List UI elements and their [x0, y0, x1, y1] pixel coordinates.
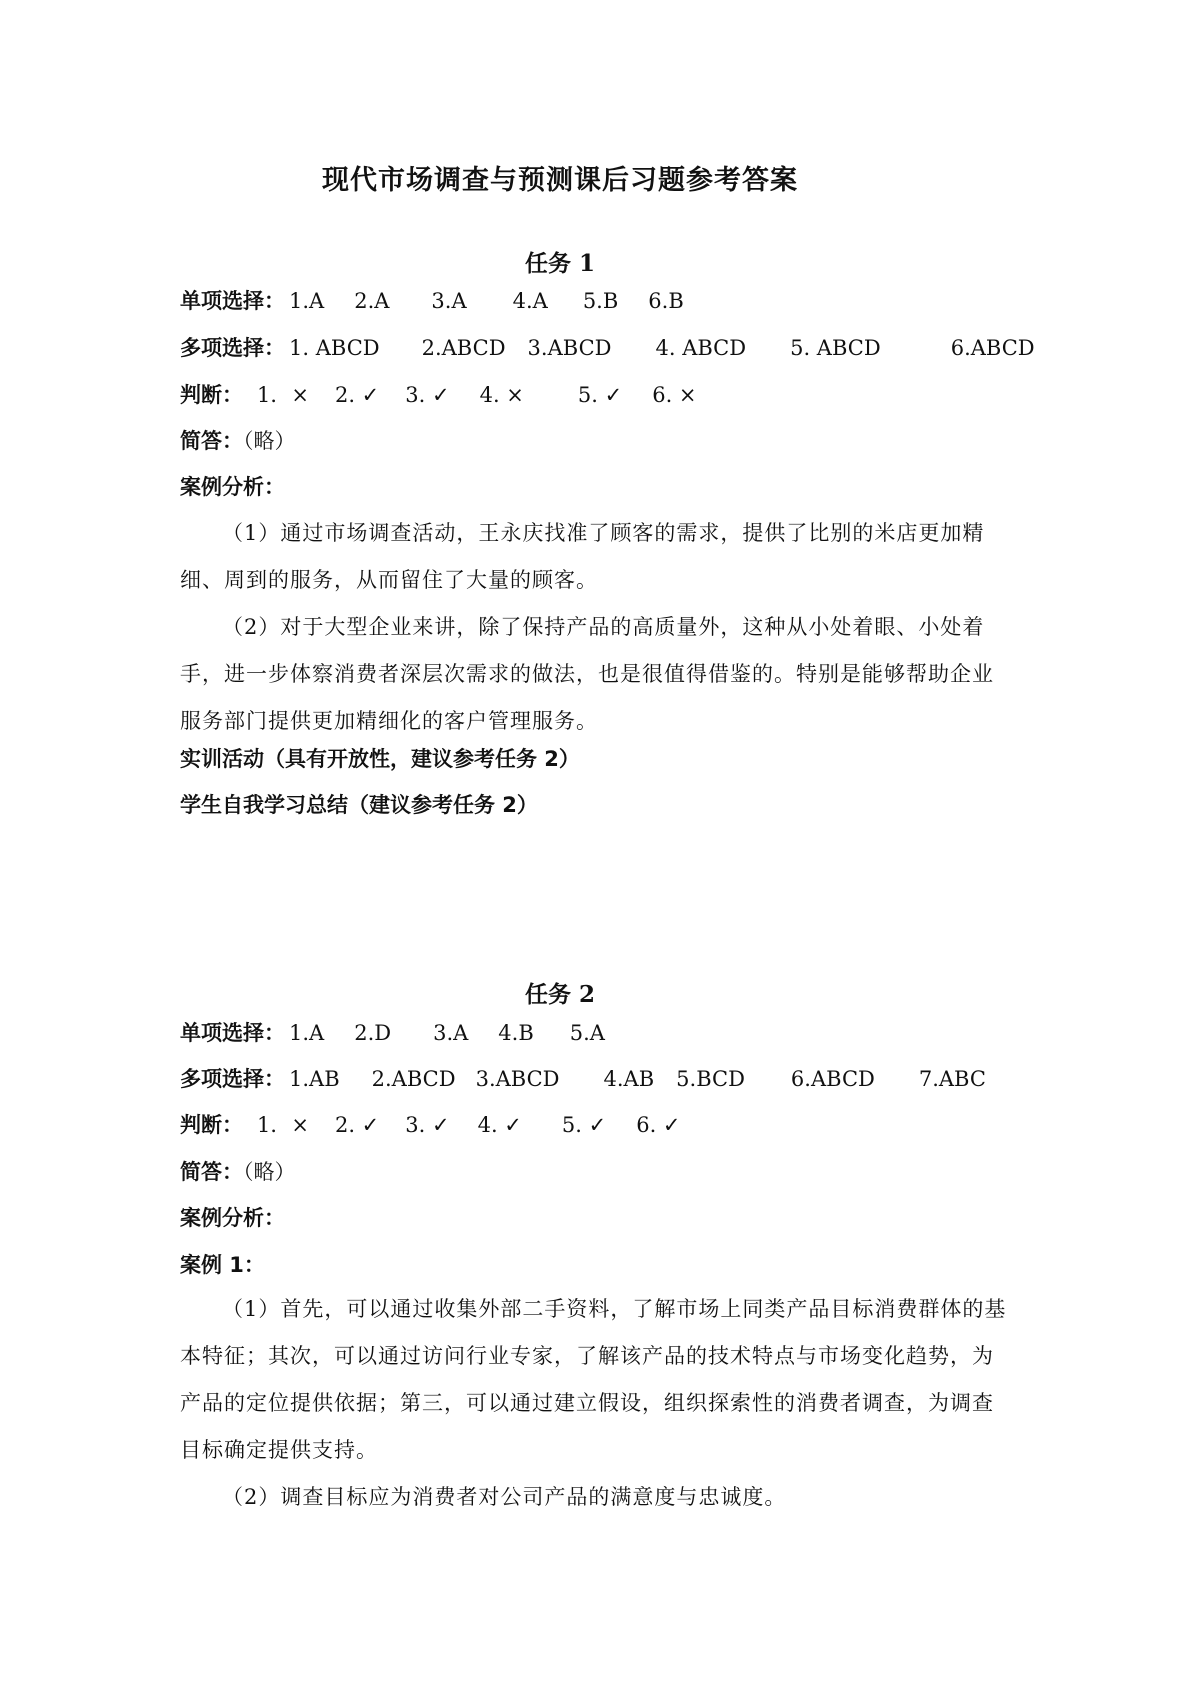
task1-case-paragraph-1: （1）通过市场调查活动，王永庆找准了顾客的需求，提供了比别的米店更加精细、周到的服务，从而留住了大量的顾客。	[180, 521, 985, 592]
task1-multiple-choice	[180, 333, 1035, 363]
answer: 4.A	[512, 289, 548, 313]
answer: 5. ✓	[577, 383, 623, 407]
task1-heading: 任务 1	[524, 250, 595, 277]
short-answer-label: 简答：	[180, 1160, 243, 1184]
task2-single-choice	[180, 1018, 1020, 1048]
answer: 3. ✓	[405, 1113, 450, 1137]
answer: 5.BCD	[676, 1067, 745, 1091]
task2-multiple-choice	[180, 1064, 1020, 1094]
short-answer-value: （略）	[243, 1160, 296, 1184]
answer: 1．×	[257, 383, 309, 407]
task1-training-activity: 实训活动（具有开放性，建议参考任务 2）	[180, 747, 580, 771]
answer: 7.ABC	[918, 1067, 986, 1091]
answer: 5. ✓	[561, 1113, 607, 1137]
short-answer-value: （略）	[243, 429, 296, 453]
task2-true-false	[180, 1110, 1020, 1140]
task2-heading: 任务 2	[524, 981, 595, 1008]
answer: 2.D	[354, 1021, 392, 1045]
answer: 1. ABCD	[289, 336, 380, 360]
multiple-choice-label: 多项选择：	[180, 1067, 285, 1091]
answer: 3.ABCD	[527, 336, 612, 360]
document-title: 现代市场调查与预测课后习题参考答案	[322, 165, 798, 196]
answer: 6.ABCD	[790, 1067, 875, 1091]
answer: 3.A	[433, 1021, 469, 1045]
task1-self-summary: 学生自我学习总结（建议参考任务 2）	[180, 793, 538, 817]
answer: 5.A	[569, 1021, 605, 1045]
task1-case-analysis-label: 案例分析：	[180, 475, 285, 499]
answer: 4. ×	[479, 383, 524, 407]
answer: 3. ✓	[405, 383, 450, 407]
short-answer-label: 简答：	[180, 429, 243, 453]
answer: 5.B	[582, 289, 619, 313]
answer: 4.B	[498, 1021, 534, 1045]
answer: 3.ABCD	[475, 1067, 560, 1091]
answer: 4. ABCD	[655, 336, 747, 360]
answer: 6.ABCD	[950, 336, 1035, 360]
task1-short-answer	[180, 426, 1020, 456]
task2-short-answer	[180, 1157, 1020, 1187]
single-choice-label: 单项选择：	[180, 289, 285, 313]
answer: 1．×	[257, 1113, 309, 1137]
answer: 2. ✓	[334, 383, 380, 407]
answer: 6.B	[648, 289, 684, 313]
task1-single-choice	[180, 286, 1020, 316]
task2-case1-label: 案例 1：	[180, 1253, 265, 1277]
task2-case-analysis-label: 案例分析：	[180, 1206, 285, 1230]
task2-case-paragraph-1: （1）首先，可以通过收集外部二手资料，了解市场上同类产品目标消费群体的基本特征；其次，可以通过访问行业专家，了解该产品的技术特点与市场变化趋势，为产品的定位提供依据；第三，可以通过建立假设，组织探索性的消费者调查，为调查目标确定提供支持。	[180, 1297, 1007, 1462]
answer: 6. ✓	[636, 1113, 681, 1137]
answer: 1.AB	[289, 1067, 340, 1091]
true-false-label: 判断：	[180, 383, 243, 407]
task1-true-false	[180, 380, 1020, 410]
answer: 5. ABCD	[790, 336, 881, 360]
answer: 2.A	[354, 289, 390, 313]
task1-case-paragraph-2: （2）对于大型企业来讲，除了保持产品的高质量外，这种从小处着眼、小处着手，进一步体察消费者深层次需求的做法，也是很值得借鉴的。特别是能够帮助企业服务部门提供更加精细化的客户管理服务。	[180, 615, 994, 733]
answer: 2.ABCD	[371, 1067, 456, 1091]
true-false-label: 判断：	[180, 1113, 243, 1137]
answer: 2.ABCD	[421, 336, 506, 360]
answer: 4. ✓	[477, 1113, 522, 1137]
answer: 1.A	[289, 1021, 325, 1045]
answer: 6. ×	[652, 383, 697, 407]
answer: 3.A	[431, 289, 467, 313]
single-choice-label: 单项选择：	[180, 1021, 285, 1045]
answer: 1.A	[289, 289, 325, 313]
task2-case-paragraph-2: （2）调查目标应为消费者对公司产品的满意度与忠诚度。	[222, 1485, 787, 1509]
answer: 4.AB	[603, 1067, 655, 1091]
multiple-choice-label: 多项选择：	[180, 336, 285, 360]
answer: 2. ✓	[334, 1113, 380, 1137]
